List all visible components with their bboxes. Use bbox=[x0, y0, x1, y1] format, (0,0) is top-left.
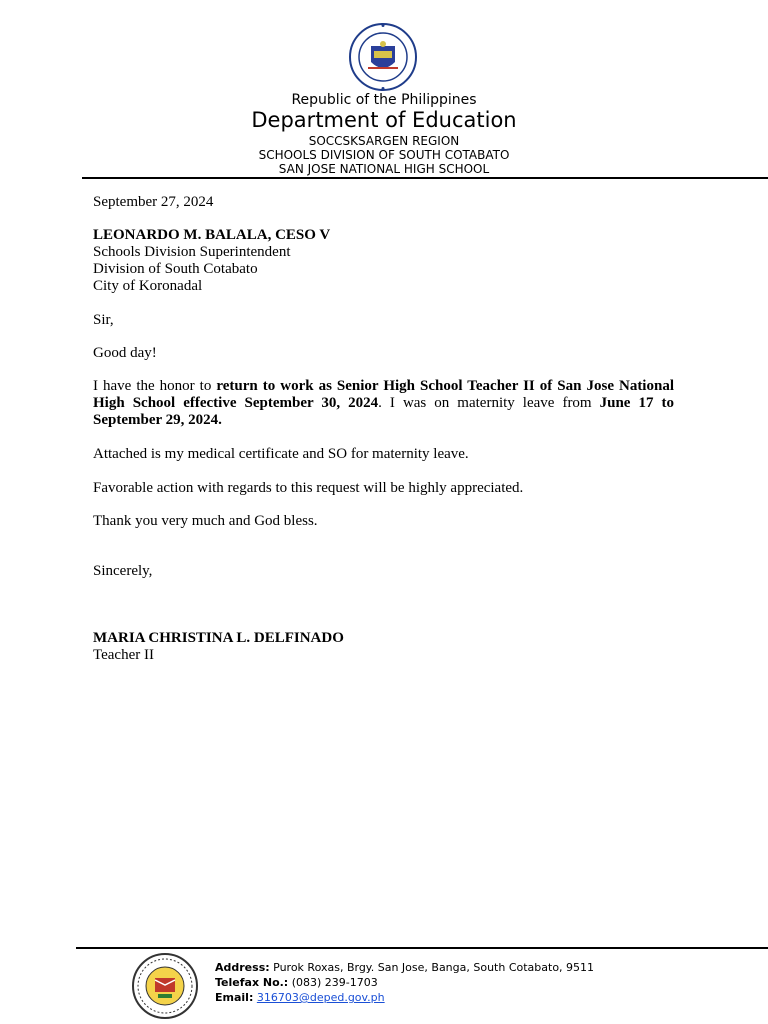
region-line: SOCCSKSARGEN REGION bbox=[308, 134, 460, 148]
salutation: Sir, bbox=[93, 312, 114, 328]
footer-telefax-line bbox=[215, 975, 594, 990]
addressee-block bbox=[93, 227, 330, 295]
address-label: Address: bbox=[215, 961, 270, 974]
division-line: SCHOOLS DIVISION OF SOUTH COTABATO bbox=[258, 148, 510, 162]
greeting: Good day! bbox=[93, 345, 157, 361]
addressee-name: LEONARDO M. BALALA, CESO V bbox=[93, 227, 331, 243]
email-link[interactable]: 316703@deped.gov.ph bbox=[256, 991, 385, 1004]
department-name: Department of Education bbox=[251, 108, 517, 132]
signatory-position: Teacher II bbox=[93, 647, 154, 663]
addressee-city: City of Koronadal bbox=[93, 278, 203, 294]
republic-line: Republic of the Philippines bbox=[291, 92, 477, 108]
body-paragraph-4: Thank you very much and God bless. bbox=[93, 513, 318, 529]
signatory-name: MARIA CHRISTINA L. DELFINADO bbox=[93, 630, 344, 646]
body1-text-1: I have the honor to bbox=[93, 378, 217, 394]
email-label: Email: bbox=[215, 991, 254, 1004]
addressee-office: Division of South Cotabato bbox=[93, 261, 258, 277]
address-value: Purok Roxas, Brgy. San Jose, Banga, South Cotabato, 9511 bbox=[269, 961, 595, 974]
footer-contact bbox=[215, 960, 594, 1005]
body1-bold-1: return to work as Senior High School Teacher II of San Jose National High School effective September 30, 2024 bbox=[93, 378, 674, 411]
school-line: SAN JOSE NATIONAL HIGH SCHOOL bbox=[278, 162, 490, 176]
letterhead bbox=[0, 0, 768, 180]
telefax-value: (083) 239-1703 bbox=[288, 976, 378, 989]
footer-address-line bbox=[215, 960, 594, 975]
footer-email-line bbox=[215, 990, 594, 1005]
body-paragraph-1 bbox=[93, 378, 674, 429]
body-paragraph-2: Attached is my medical certificate and SO for maternity leave. bbox=[93, 446, 469, 462]
deped-seal-icon bbox=[348, 22, 418, 92]
body1-text-2: . I was on maternity leave from bbox=[378, 395, 600, 411]
school-seal-icon bbox=[131, 952, 199, 1020]
telefax-label: Telefax No.: bbox=[215, 976, 289, 989]
signature-block bbox=[93, 630, 344, 664]
header-divider bbox=[82, 177, 768, 179]
body-paragraph-3: Favorable action with regards to this request will be highly appreciated. bbox=[93, 480, 524, 496]
complimentary-close: Sincerely, bbox=[93, 563, 153, 579]
letter-date: September 27, 2024 bbox=[93, 194, 214, 210]
addressee-title: Schools Division Superintendent bbox=[93, 244, 291, 260]
body1-bold-2: June 17 to September 29, 2024. bbox=[93, 395, 674, 428]
footer-divider bbox=[76, 947, 768, 949]
